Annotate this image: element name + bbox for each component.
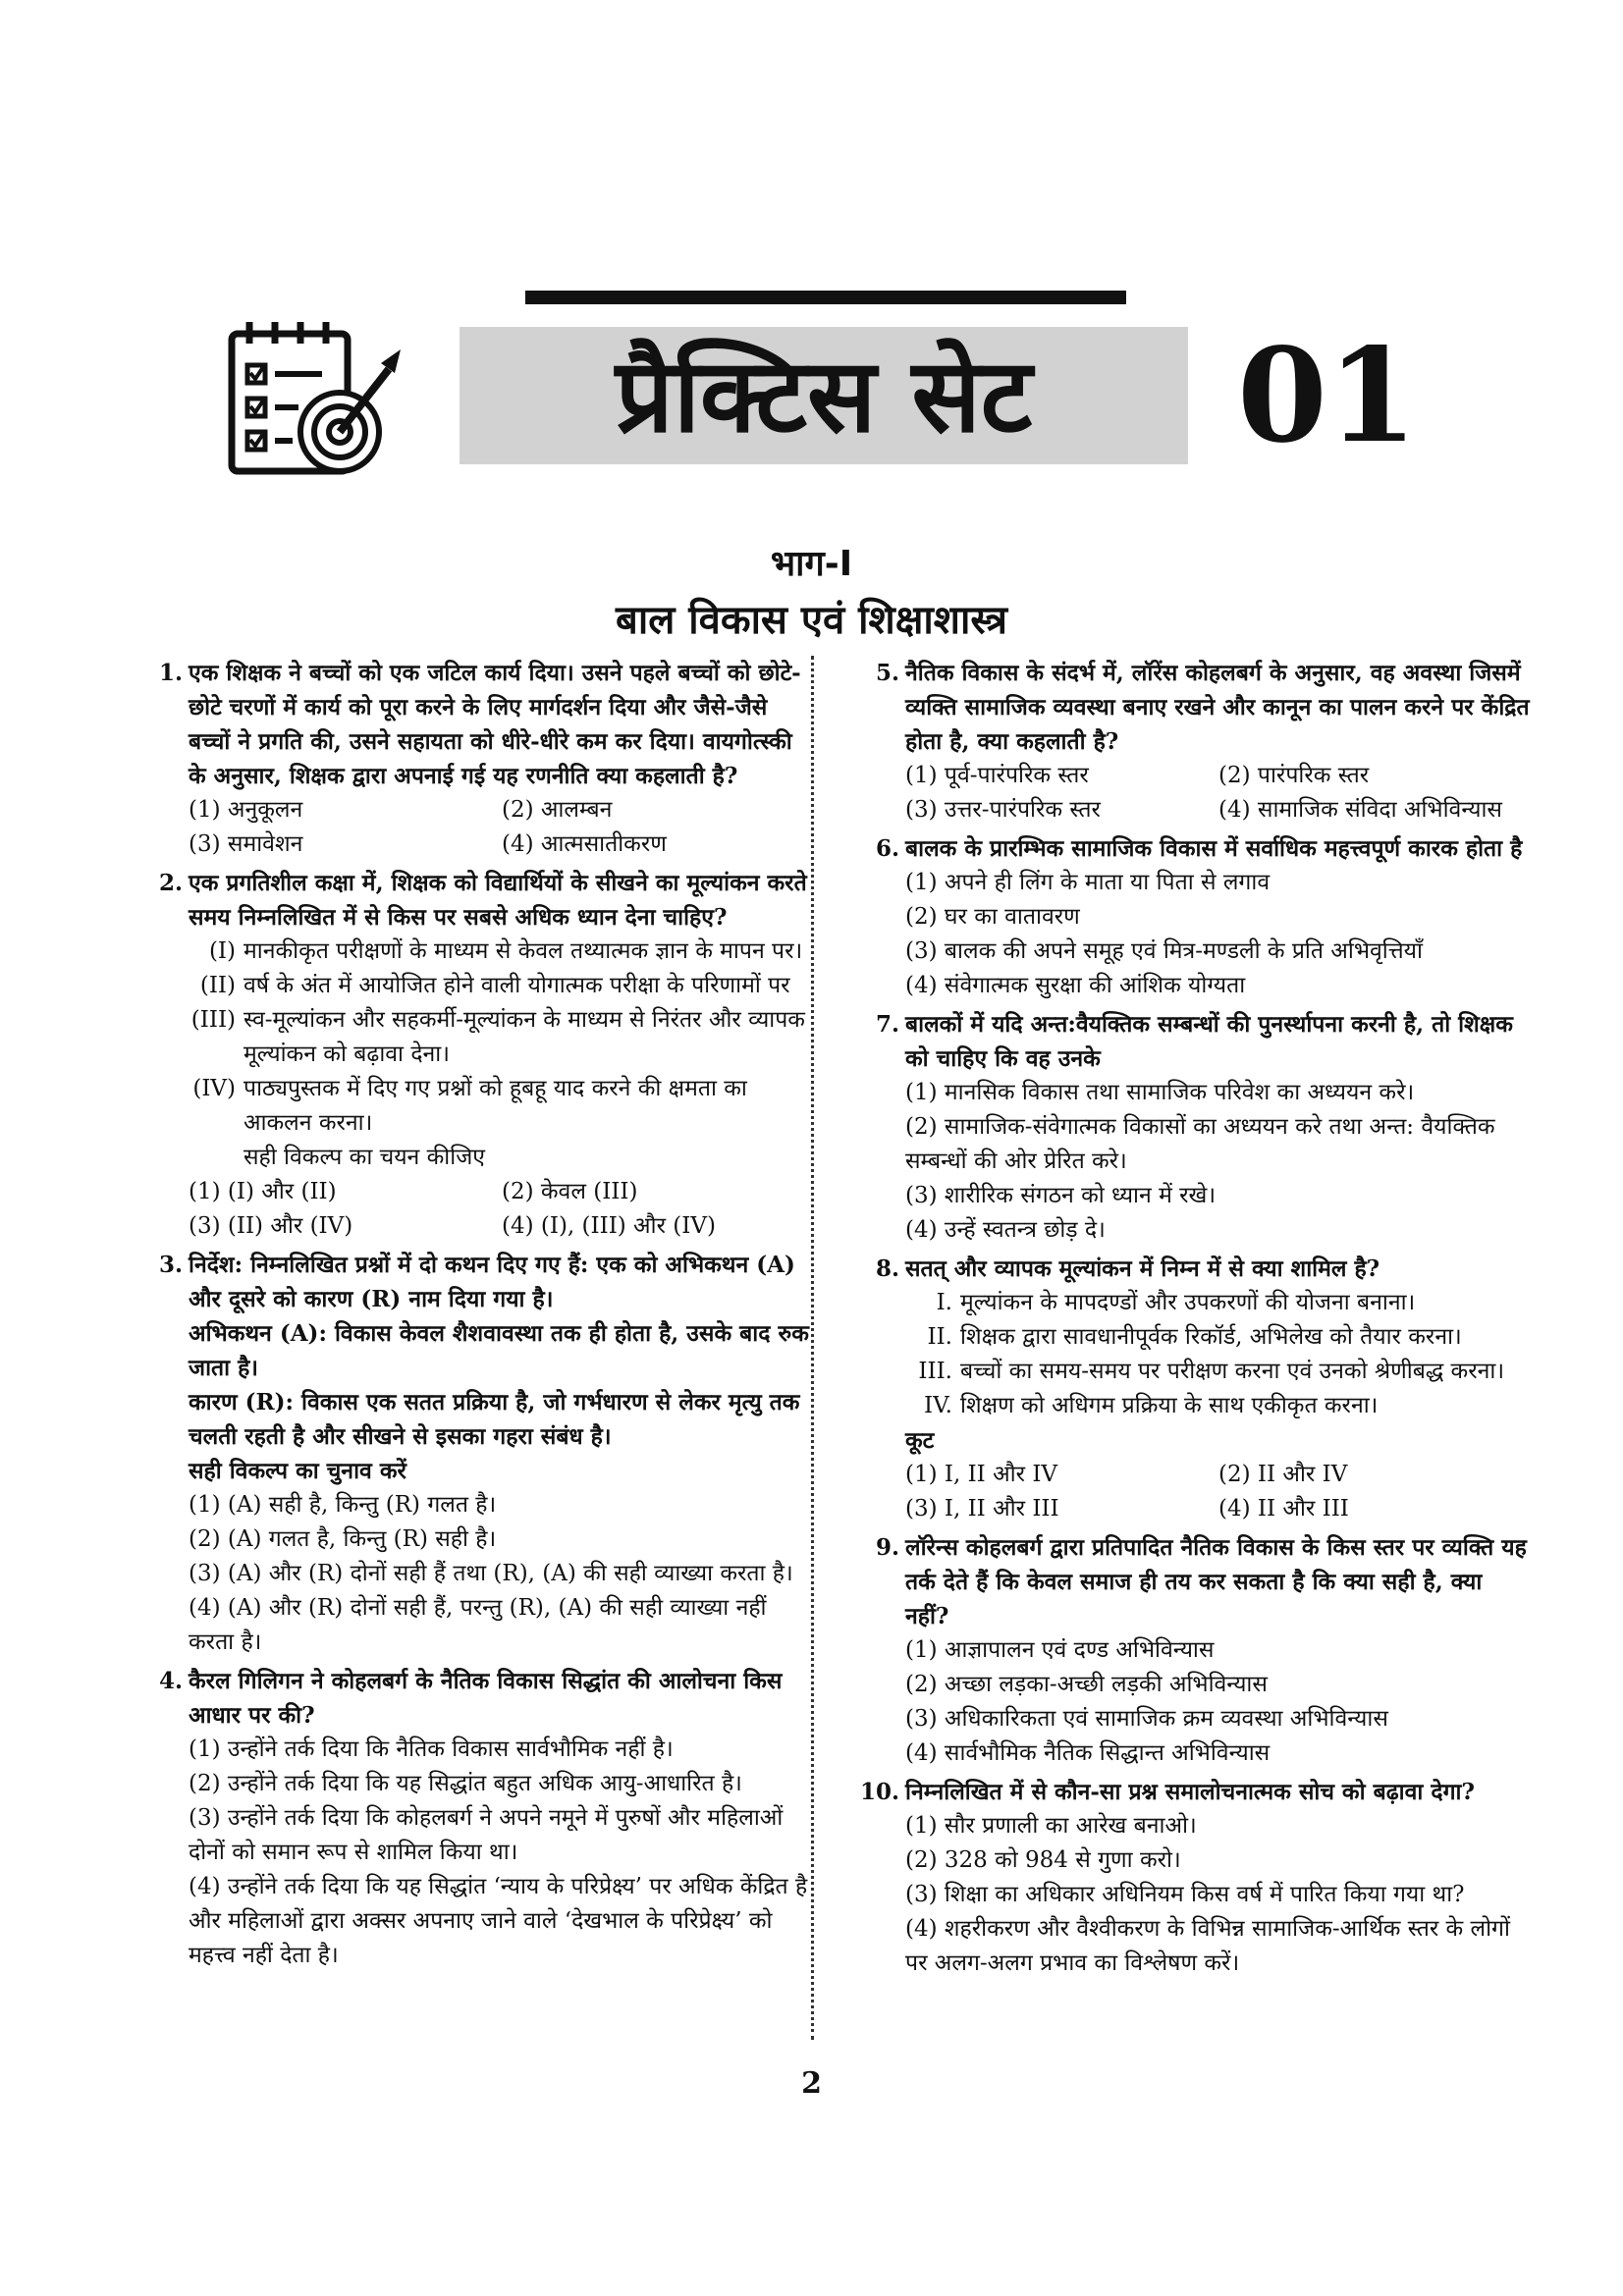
option: (1) सौर प्रणाली का आरेख बनाओ। bbox=[905, 1813, 1197, 1839]
option: (1) I, II और IV bbox=[905, 1462, 1058, 1487]
part-label: भाग-I bbox=[770, 544, 853, 584]
assertion bbox=[189, 1316, 815, 1385]
question-number: 2. bbox=[158, 870, 183, 896]
question-number: 4. bbox=[158, 1668, 183, 1694]
question-text: निर्देश: निम्नलिखित प्रश्नों में दो कथन दिए गए हैं: एक को अभिकथन (A) और दूसरे को कारण (R) नाम दिया गया है। bbox=[189, 1252, 795, 1312]
page-number: 2 bbox=[801, 2066, 822, 2101]
options bbox=[189, 1175, 815, 1244]
statement-text: वर्ष के अंत में आयोजित होने वाली योगात्मक परीक्षा के परिणामों पर bbox=[243, 973, 790, 998]
question-6 bbox=[854, 831, 1532, 1003]
option: (3) शारीरिक संगठन को ध्यान में रखे। bbox=[905, 1183, 1217, 1208]
question-text: नैतिक विकास के संदर्भ में, लॉरेंस कोहलबर्ग के अनुसार, वह अवस्था जिसमें व्यक्ति सामाजिक व्यवस्था बनाए रखने और कानून का पालन करने पर केंद्रित होता है, क्या कहलाती है? bbox=[905, 660, 1530, 755]
question-text: बालक के प्रारम्भिक सामाजिक विकास में सर्वाधिक महत्त्वपूर्ण कारक होता है bbox=[905, 835, 1523, 862]
option: (3) उत्तर-पारंपरिक स्तर bbox=[905, 797, 1101, 823]
question-text: लॉरेन्स कोहलबर्ग द्वारा प्रतिपादित नैतिक विकास के किस स्तर पर व्यक्ति यह तर्क देते हैं कि केवल समाज ही तय कर सकता है कि क्या सही है, क्या नहीं? bbox=[905, 1534, 1527, 1629]
question-number: 6. bbox=[875, 835, 899, 862]
question-text: एक शिक्षक ने बच्चों को एक जटिल कार्य दिया। उसने पहले बच्चों को छोटे-छोटे चरणों में कार्य को पूरा करने के लिए मार्गदर्शन दिया और जैसे-जैसे बच्चों ने प्रगति की, उसने सहायता को धीरे-धीरे कम कर दिया। वायगोत्स्की के अनुसार, शिक्षक द्वारा अपनाई गई यह रणनीति क्या कहलाती है? bbox=[189, 660, 801, 789]
question-number: 7. bbox=[875, 1011, 899, 1038]
option: (1) आज्ञापालन एवं दण्ड अभिविन्यास bbox=[905, 1637, 1215, 1663]
option: (2) अच्छा लड़का-अच्छी लड़की अभिविन्यास bbox=[905, 1672, 1268, 1697]
option: (1) अनुकूलन bbox=[189, 797, 303, 823]
option: (2) पारंपरिक स्तर bbox=[1218, 763, 1370, 788]
statement bbox=[905, 1320, 1532, 1355]
option: (2) आलम्बन bbox=[502, 797, 613, 823]
question-text: बालकों में यदि अन्त:वैयक्तिक सम्बन्धों की पुनर्स्थापना करनी है, तो शिक्षक को चाहिए कि वह उनके bbox=[905, 1011, 1513, 1072]
option: (1) (I) और (II) bbox=[189, 1179, 337, 1204]
option: (4) (A) और (R) दोनों सही हैं, परन्तु (R), (A) की सही व्याख्या नहीं करता है। bbox=[189, 1595, 767, 1655]
question-10 bbox=[854, 1775, 1532, 1981]
question-number: 10. bbox=[859, 1779, 899, 1805]
assertion-label: अभिकथन (A): bbox=[189, 1320, 327, 1347]
statement-label: (II) bbox=[199, 973, 236, 998]
statement bbox=[189, 1003, 815, 1072]
option: (2) उन्होंने तर्क दिया कि यह सिद्धांत बहुत अधिक आयु-आधारित है। bbox=[189, 1771, 742, 1796]
assertion-text: विकास केवल शैशवावस्था तक ही होता है, उसके बाद रुक जाता है। bbox=[189, 1320, 809, 1381]
question-7 bbox=[854, 1007, 1532, 1248]
question-number: 9. bbox=[875, 1534, 899, 1561]
option: (2) 328 को 984 से गुणा करो। bbox=[905, 1847, 1181, 1873]
options bbox=[189, 793, 815, 862]
question-5 bbox=[854, 656, 1532, 828]
option: (2) घर का वातावरण bbox=[905, 904, 1080, 930]
statement-label: (IV) bbox=[192, 1076, 236, 1101]
option: (4) II और III bbox=[1218, 1496, 1349, 1522]
statement-text: मूल्यांकन के मापदण्डों और उपकरणों की योजना बनाना। bbox=[960, 1290, 1416, 1315]
question-9 bbox=[854, 1530, 1532, 1771]
part-title: बाल विकास एवं शिक्षाशास्त्र bbox=[616, 598, 1007, 643]
option: (4) सामाजिक संविदा अभिविन्यास bbox=[1218, 797, 1502, 823]
instruction: कूट bbox=[905, 1427, 935, 1454]
question-3 bbox=[137, 1248, 815, 1660]
option: (3) समावेशन bbox=[189, 831, 303, 857]
question-number: 5. bbox=[875, 660, 899, 686]
statement bbox=[189, 1072, 815, 1141]
question-text: कैरल गिलिगन ने कोहलबर्ग के नैतिक विकास सिद्धांत की आलोचना किस आधार पर की? bbox=[189, 1668, 783, 1729]
option: (1) (A) सही है, किन्तु (R) गलत है। bbox=[189, 1492, 497, 1518]
statement-text: शिक्षक द्वारा सावधानीपूर्वक रिकॉर्ड, अभिलेख को तैयार करना। bbox=[960, 1324, 1462, 1350]
header-rule bbox=[525, 291, 1126, 304]
options bbox=[905, 1458, 1532, 1526]
option: (2) II और IV bbox=[1218, 1462, 1348, 1487]
option: (1) अपने ही लिंग के माता या पिता से लगाव bbox=[905, 870, 1271, 895]
option: (4) सार्वभौमिक नैतिक सिद्धान्त अभिविन्यास bbox=[905, 1740, 1271, 1766]
statement-text: पाठ्यपुस्तक में दिए गए प्रश्नों को हूबहू याद करने की क्षमता का आकलन करना। bbox=[243, 1076, 747, 1136]
option: (4) शहरीकरण और वैश्वीकरण के विभिन्न सामाजिक-आर्थिक स्तर के लोगों पर अलग-अलग प्रभाव का विश्लेषण करें। bbox=[905, 1916, 1510, 1976]
question-4 bbox=[137, 1664, 815, 1973]
question-text: निम्नलिखित में से कौन-सा प्रश्न समालोचनात्मक सोच को बढ़ावा देगा? bbox=[905, 1779, 1475, 1805]
statement-text: स्व-मूल्यांकन और सहकर्मी-मूल्यांकन के माध्यम से निरंतर और व्यापक मूल्यांकन को बढ़ावा देना। bbox=[243, 1007, 805, 1067]
statement-label: (I) bbox=[208, 938, 236, 964]
option: (3) बालक की अपने समूह एवं मित्र-मण्डली के प्रति अभिवृत्तियाँ bbox=[905, 938, 1423, 964]
instruction: सही विकल्प का चुनाव करें bbox=[189, 1458, 406, 1484]
statement-label: II. bbox=[927, 1324, 952, 1350]
question-text: एक प्रगतिशील कक्षा में, शिक्षक को विद्यार्थियों के सीखने का मूल्यांकन करते समय निम्नलिखित में से किस पर सबसे अधिक ध्यान देना चाहिए? bbox=[189, 870, 807, 931]
question-text: सतत् और व्यापक मूल्यांकन में निम्न में से क्या शामिल है? bbox=[905, 1255, 1380, 1282]
option: (3) I, II और III bbox=[905, 1496, 1059, 1522]
statement-label: IV. bbox=[924, 1393, 952, 1418]
set-number: 01 bbox=[1237, 320, 1418, 472]
option: (3) (A) और (R) दोनों सही हैं तथा (R), (A) की सही व्याख्या करता है। bbox=[189, 1561, 793, 1586]
checklist-target-icon bbox=[224, 312, 410, 479]
statement-text: मानकीकृत परीक्षणों के माध्यम से केवल तथ्यात्मक ज्ञान के मापन पर। bbox=[243, 938, 803, 964]
statement bbox=[189, 969, 815, 1003]
option: (3) अधिकारिकता एवं सामाजिक क्रम व्यवस्था अभिविन्यास bbox=[905, 1706, 1388, 1732]
statement-text: बच्चों का समय-समय पर परीक्षण करना एवं उनको श्रेणीबद्ध करना। bbox=[960, 1359, 1505, 1384]
option: (4) (I), (III) और (IV) bbox=[502, 1213, 716, 1239]
right-column bbox=[854, 656, 1532, 1985]
instruction: सही विकल्प का चयन कीजिए bbox=[243, 1145, 485, 1170]
question-number: 8. bbox=[875, 1255, 899, 1282]
option: (3) (II) और (IV) bbox=[189, 1213, 353, 1239]
option: (4) उन्होंने तर्क दिया कि यह सिद्धांत ‘न्याय के परिप्रेक्ष्य’ पर अधिक केंद्रित है और महिलाओं द्वारा अक्सर अपनाए जाने वाले ‘देखभाल के परिप्रेक्ष्य’ को महत्त्व नहीं देता है। bbox=[189, 1874, 808, 1968]
statement-label: III. bbox=[918, 1359, 952, 1384]
option: (4) उन्हें स्वतन्त्र छोड़ दे। bbox=[905, 1217, 1106, 1243]
statement-text: शिक्षण को अधिगम प्रक्रिया के साथ एकीकृत करना। bbox=[960, 1393, 1379, 1418]
option: (1) मानसिक विकास तथा सामाजिक परिवेश का अध्ययन करे। bbox=[905, 1080, 1415, 1105]
option: (3) उन्होंने तर्क दिया कि कोहलबर्ग ने अपने नमूने में पुरुषों और महिलाओं दोनों को समान रूप से शामिल किया था। bbox=[189, 1805, 784, 1865]
option: (2) केवल (III) bbox=[502, 1179, 638, 1204]
question-number: 1. bbox=[158, 660, 183, 686]
option: (2) सामाजिक-संवेगात्मक विकासों का अध्ययन करे तथा अन्त: वैयक्तिक सम्बन्धों की ओर प्रेरित करे। bbox=[905, 1114, 1495, 1174]
question-8 bbox=[854, 1252, 1532, 1526]
statement bbox=[905, 1286, 1532, 1320]
statement-label: I. bbox=[936, 1290, 952, 1315]
page-title: प्रैक्टिस सेट bbox=[615, 336, 1033, 455]
option: (3) शिक्षा का अधिकार अधिनियम किस वर्ष में पारित किया गया था? bbox=[905, 1882, 1465, 1907]
reason-text: विकास एक सतत प्रक्रिया है, जो गर्भधारण से लेकर मृत्यु तक चलती रहती है और सीखने से इसका गहरा संबंध है। bbox=[189, 1389, 800, 1450]
question-1 bbox=[137, 656, 815, 862]
statement bbox=[905, 1389, 1532, 1423]
left-column bbox=[137, 656, 815, 1977]
statement bbox=[905, 1355, 1532, 1389]
statement bbox=[189, 934, 815, 969]
option: (1) उन्होंने तर्क दिया कि नैतिक विकास सार्वभौमिक नहीं है। bbox=[189, 1736, 674, 1762]
statement-label: (III) bbox=[190, 1007, 236, 1033]
reason-label: कारण (R): bbox=[189, 1389, 295, 1415]
option: (4) आत्मसातीकरण bbox=[502, 831, 667, 857]
question-2 bbox=[137, 866, 815, 1244]
question-number: 3. bbox=[158, 1252, 183, 1278]
option: (2) (A) गलत है, किन्तु (R) सही है। bbox=[189, 1526, 497, 1552]
reason bbox=[189, 1385, 815, 1454]
options bbox=[905, 759, 1532, 828]
option: (4) संवेगात्मक सुरक्षा की आंशिक योग्यता bbox=[905, 973, 1246, 998]
option: (1) पूर्व-पारंपरिक स्तर bbox=[905, 763, 1089, 788]
